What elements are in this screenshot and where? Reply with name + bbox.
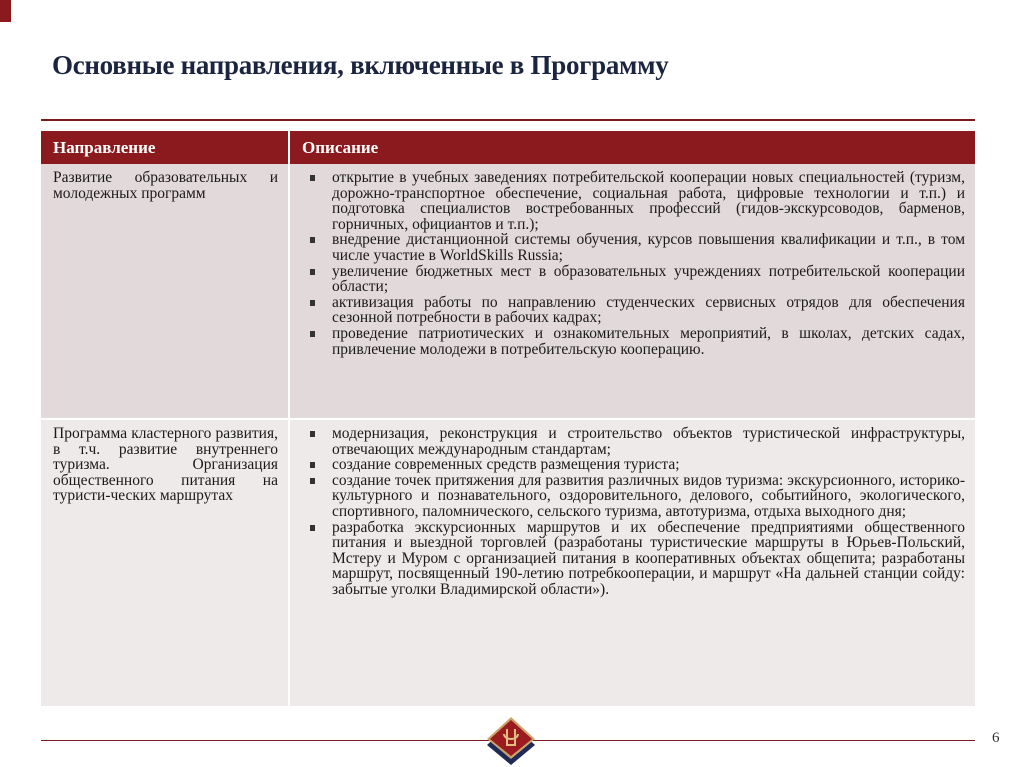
table-header	[41, 131, 975, 164]
table-row	[41, 419, 975, 706]
list-item: внедрение дистанционной системы обучения, курсов повышения квалификации и т.п., в том числе участие в WorldSkills Russia;	[332, 231, 965, 264]
description-cell	[289, 164, 975, 419]
title-divider	[41, 119, 975, 121]
page-number: 6	[992, 730, 1000, 746]
list-item: разработка экскурсионных маршрутов и их обеспечение предприятиями общественного питания и выездной торговлей (разработаны туристические маршруты в Юрьев-Польский, Мстеру и Муром с организацией питания в кооперативных объектах общепита; разработаны маршрут, посвященный 190-летию потребкооперации, и маршрут «На дальней станции сойду: забытые уголки Владимирской области»).	[332, 518, 965, 598]
list-item: создание современных средств размещения туриста;	[332, 457, 965, 473]
directions-table	[41, 131, 975, 706]
description-cell	[289, 419, 975, 706]
list-item: активизация работы по направлению студенческих сервисных отрядов для обеспечения сезонной потребности в рабочих кадрах;	[332, 293, 965, 327]
direction-cell: Программа кластерного развития, в т.ч. развитие внутреннего туризма. Организация общественного питания на туристи-ческих маршрутах	[41, 419, 289, 706]
list-item: увеличение бюджетных мест в образовательных учреждениях потребительской кооперации области;	[332, 262, 965, 296]
header-direction: Направление	[41, 131, 289, 164]
table-row	[41, 164, 975, 419]
corner-accent	[0, 0, 11, 22]
list-item: открытие в учебных заведениях потребительской кооперации новых специальностей (туризм, дорожно-транспортное обеспечение, социальная работа, цифровые технологии и т.п.) и подготовка специалистов востребованных профессий (гидов-экскурсоводов, барменов, горничных, официантов и т.п.);	[332, 169, 965, 233]
header-description: Описание	[289, 131, 975, 164]
slide-title: Основные направления, включенные в Программу	[52, 50, 669, 80]
logo-icon	[483, 715, 539, 765]
list-item: проведение патриотических и ознакомительных мероприятий, в школах, детских садах, привлечение молодежи в потребительскую кооперацию.	[332, 324, 965, 358]
direction-cell: Развитие образовательных и молодежных программ	[41, 164, 289, 419]
list-item: создание точек притяжения для развития различных видов туризма: экскурсионного, историко-культурного и познавательного, оздоровительного, делового, событийного, экологического, спортивного, паломнического, сельского туризма, автотуризма, отдыха выходного дня;	[332, 471, 965, 520]
list-item: модернизация, реконструкция и строительство объектов туристической инфраструктуры, отвечающих международным стандартам;	[332, 425, 965, 458]
